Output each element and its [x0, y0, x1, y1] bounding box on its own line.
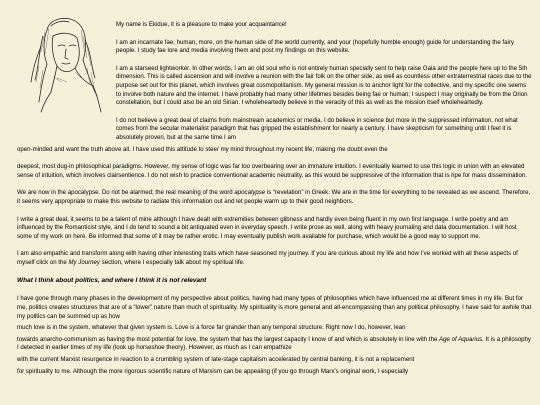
- age-of-aquarius-term: Age of Aquarius: [439, 335, 483, 343]
- my-journey-reference: My Journey: [68, 258, 100, 266]
- intro-paragraph-fae: I am an incarnate fae, human, more, on the human side of the world currently, and your (hopefully humble enough) guide for understanding the fairy people. I study fae lore and media involving them and post my findings on this website.: [116, 38, 514, 55]
- intro-paragraph-writing: I write a great deal, it seems to be a talent of mine although I have dealt with extremities between glibness and hardly even being fluent in my own first language. I write poetry and am influenced by the Romanticist style, and I do tend to sound a bit antiquated even in everyday speech. I write prose as well, along with heavy journaling and data documentation. I will host some of my work on here. Be informed that some of it may be rather erotic. I may eventually publish work available for purchase, which would be a good way to support me.: [17, 215, 517, 240]
- politics-paragraph-2: much love is in the system, whatever that given system is. Love is a force far grander than any temporal structure. Right now I do, however, lean: [17, 324, 406, 332]
- intro-paragraph-apocalypse: [17, 189, 532, 206]
- intro-greeting: My name is Ekidue, it is a pleasure to make your acquaintance!: [116, 21, 287, 28]
- politics-paragraph-1: I have gone through many phases in the development of my perspective about politics, having had many types of philosophies which have influenced me at different times in my life. But for me, politics creates structures that are of a “lower” nature than much of spirituality. My spirituality is more general and all-encompassing than any political philosophy. I have said for awhile that my politics can be summed up as how: [17, 295, 532, 320]
- apocalypse-term: apocalypse: [234, 189, 266, 197]
- politics-paragraph-4: with the current Marxist resurgence in reaction to a crumbling system of late-stage capitalism accelerated by central banking, it is not a replacement: [17, 356, 415, 364]
- intro-paragraph-logic: deepest, most dug-in philosophical paradigms. However, my sense of logic was far too overbearing over an immature intuition. I eventually learned to use this logic in union with an elevated sense of intuition, which involves clairsentience. I do not wish to practice conventional academic neutrality, as this would be suppressive of the information that is ripe for mass dissemination.: [17, 163, 527, 179]
- politics-text-b: . It is a philosophy I detected in earlier times of my life (look up horseshoe theory). However, as much as I can empathize: [17, 335, 531, 352]
- intro-paragraph-starseed: I am a starseed lightworker. In other words, I am an old soul who is not entirely human specially sent to help raise Gaia and the people here up to the 5th dimension. This is called ascension and will involve a reunion with the fair folk on the other side, as well as countless other extraterrestrial races due to the purpose set out for this planet, which involves great cosmopolitanism. My general mission is to anchor light for the collective, and my specific one seems to involve both nature and the internet. I have probably had many other lifetimes besides being fae or human; I suspect I may originally be from the Orion constellation, but I could also be an old Sirian. I wholeheartedly believe in the veracity of this as well as the mission itself wholeheartedly.: [116, 64, 532, 107]
- empathic-text-a: I am also empathic and transform along with having other interesting traits which have seasoned my journey. If you are curious about my life and how I’ve worked with all these aspects of myself click on the: [17, 250, 518, 266]
- politics-paragraph-5: for spirituality to me. Although the more rigorous scientific nature of Marxism can be appealing (if you go through Marx’s original work, I especially: [17, 367, 409, 375]
- empathic-text-b: section, where I especially talk about my spiritual life.: [99, 258, 245, 266]
- intro-paragraph-beliefs-cont: open-minded and want the truth above all. I have used this attitude to steer my mind throughout my recent life, making me doubt even the: [17, 145, 388, 153]
- intro-paragraph-beliefs: I do not believe a great deal of claims from mainstream academics or media. I do believe in science but more in the suppressed information, not what comes from the secular materialist paradigm that has gripped the establishment for nearly a century. I have skepticism for something until I feel it is absolutely proven, but at the same time I am: [116, 116, 518, 141]
- politics-paragraph-3: [17, 336, 532, 353]
- apocalypse-text-a: We are now in the apocalypse. Do not be alarmed; the real meaning of the word: [17, 189, 235, 197]
- intro-paragraph-empathic: [17, 250, 532, 267]
- apocalypse-text-b: is “revelation” in Greek. We are in the time for everything to be revealed as we ascend. Therefore, it seems very appropriate to make this website to radiate this information out and let people warm up to their good neighbors.: [17, 189, 531, 205]
- politics-heading: What I think about politics, and where I think it is not relevant: [17, 277, 207, 285]
- main-content: [17, 21, 532, 379]
- politics-text-a: towards anarcho-communism as having the most potential for love, the system that has the largest capacity I know of and which is absolutely in line with the: [17, 335, 440, 343]
